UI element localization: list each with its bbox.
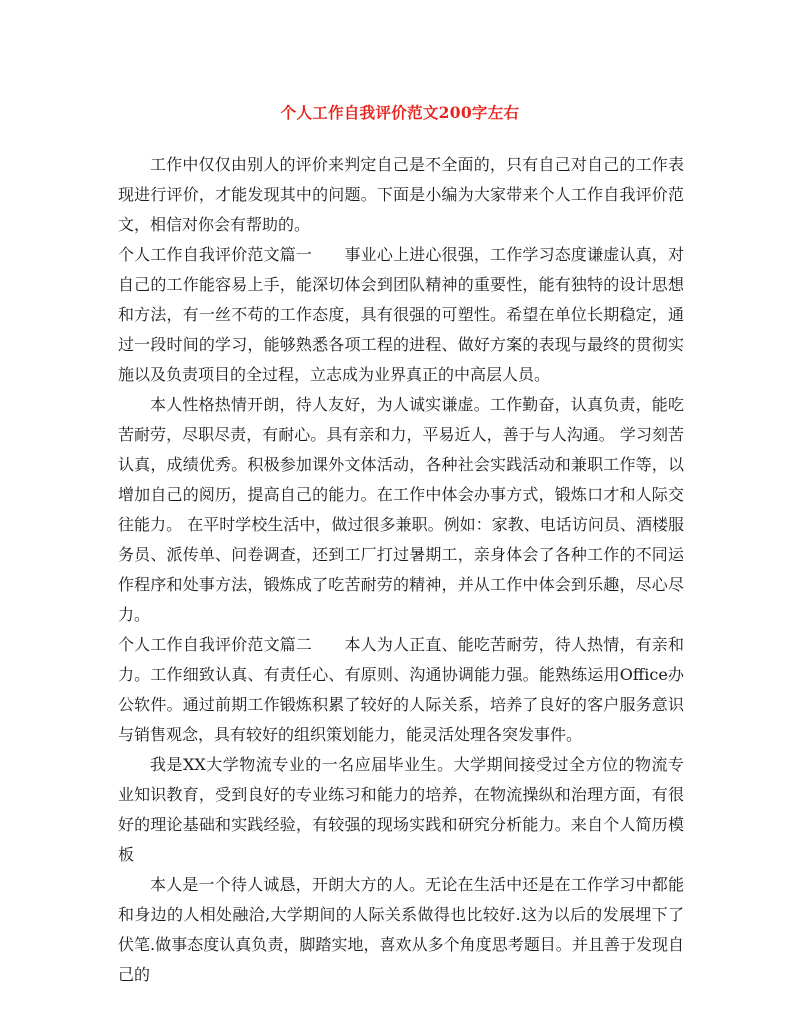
paragraph-intro: 工作中仅仅由别人的评价来判定自己是不全面的，只有自己对自己的工作表现进行评价，才能发现其中的问题。下面是小编为大家带来个人工作自我评价范文，相信对你会有帮助的。 <box>118 155 684 234</box>
paragraph-character: 本人是一个待人诚恳，开朗大方的人。无论在生活中还是在工作学习中都能和身边的人相处融洽,大学期间的人际关系做得也比较好.这为以后的发展埋下了伏笔.做事态度认真负责，脚踏实地，喜欢从多个角度思考题目。并且善于发现自己的 <box>118 875 684 984</box>
paragraph-graduate: 我是XX大学物流专业的一名应届毕业生。大学期间接受过全方位的物流专业知识教育，受到良好的专业练习和能力的培养，在物流操纵和治理方面，有很好的理论基础和实践经验，有较强的现场实践和研究分析能力。来自个人简历模板 <box>118 755 684 864</box>
paragraph-sample-one: 个人工作自我评价范文篇一 事业心上进心很强，工作学习态度谦虚认真，对自己的工作能容易上手，能深切体会到团队精神的重要性，能有独特的设计思想和方法，有一丝不苟的工作态度，具有很强的可塑性。希望在单位长期稳定，通过一段时间的学习，能够熟悉各项工程的进程、做好方案的表现与最终的贯彻实施以及负责项目的全过程，立志成为业界真正的中高层人员。 <box>118 245 684 384</box>
paragraph-personality: 本人性格热情开朗，待人友好，为人诚实谦虚。工作勤奋，认真负责，能吃苦耐劳，尽职尽责，有耐心。具有亲和力，平易近人，善于与人沟通。 学习刻苦认真，成绩优秀。积极参加课外文体活动，各种社会实践活动和兼职工作等，以增加自己的阅历，提高自己的能力。在工作中体会办事方式，锻炼口才和人际交往能力。 在平时学校生活中，做过很多兼职。例如：家教、电话访问员、酒楼服务员、派传单、问卷调查，还到工厂打过暑期工，亲身体会了各种工作的不同运作程序和处事方法，锻炼成了吃苦耐劳的精神，并从工作中体会到乐趣，尽心尽力。 <box>118 395 684 624</box>
document-title: 个人工作自我评价范文200字左右 <box>280 103 520 122</box>
document-body <box>118 150 684 990</box>
paragraph-sample-two: 个人工作自我评价范文篇二 本人为人正直、能吃苦耐劳，待人热情，有亲和力。工作细致认真、有责任心、有原则、沟通协调能力强。能熟练运用Office办公软件。通过前期工作锻炼积累了较好的人际关系，培养了良好的客户服务意识与销售观念，具有较好的组织策划能力，能灵活处理各突发事件。 <box>118 635 684 744</box>
